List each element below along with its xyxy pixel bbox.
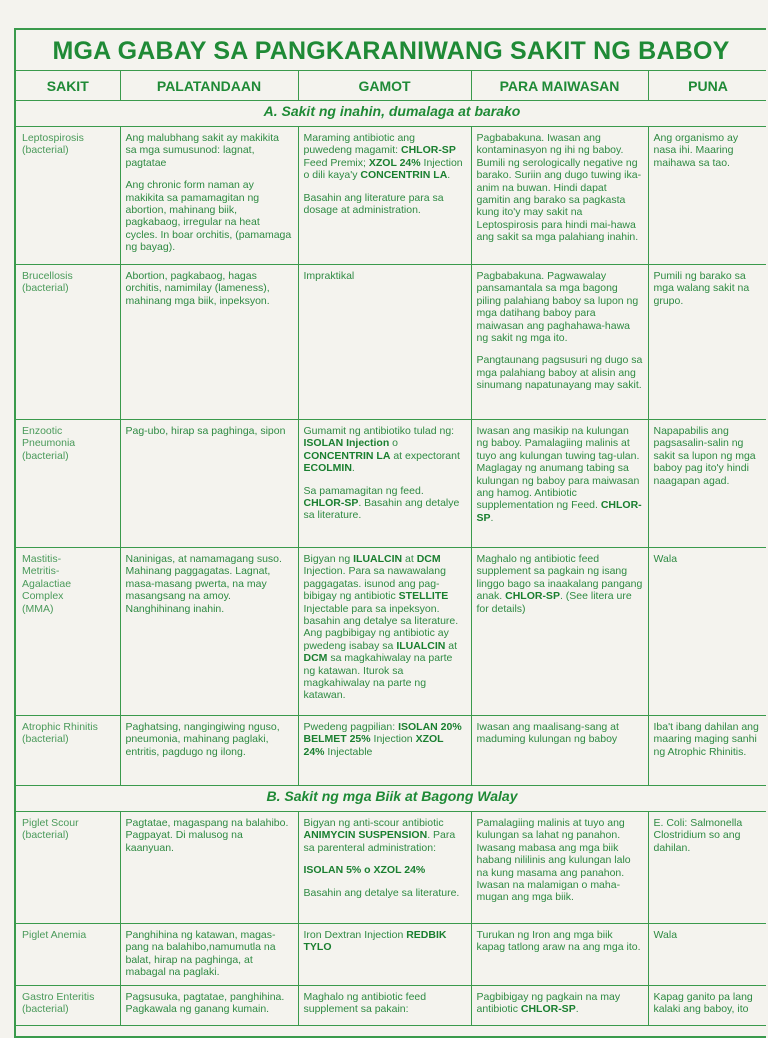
maiwasan-cell	[471, 265, 648, 420]
maiwasan-paragraph: Pagbabakuna. Iwasan ang kontaminasyon ng ihi ng baboy. Bumili ng serologically negative ng barako. Suriin ang dugo tuwing ika-anim na buwan. Hindi dapat gamitin ang barako sa pagkasta kung ito'y may sakit na Leptospirosis para hindi mai-hawa ang sakit sa mga palahiang inahin.	[476, 132, 642, 244]
gamot-cell	[298, 127, 471, 265]
palatandaan-paragraph: Ang chronic form naman ay makikita sa pamamagitan ng abortion, mahinang biik, pagkabaog, irregular na heat cycles. In boar orchitis, (pamamaga ng bayag).	[125, 179, 292, 254]
sakit-line: Mastitis-	[22, 553, 62, 565]
section-header-row	[16, 101, 766, 127]
puna-cell	[648, 812, 766, 924]
product-name: CHLOR-SP	[303, 497, 359, 510]
puna-cell	[648, 716, 766, 786]
gamot-paragraph	[304, 192, 466, 217]
product-name: CHLOR-SP	[476, 499, 642, 524]
text-run: Maraming antibiotic ang puwedeng magamit:	[303, 132, 415, 157]
disease-row	[16, 986, 766, 1026]
page-title: MGA GABAY SA PANGKARANIWANG SAKIT NG BABOY	[16, 30, 766, 71]
maiwasan-paragraph: Pangtaunang pagsusuri ng dugo sa mga palahiang baboy at alisin ang sinumang napatunayang may sakit.	[476, 354, 643, 392]
disease-row	[16, 812, 766, 924]
section-title: B. Sakit ng mga Biik at Bagong Walay	[16, 786, 766, 812]
gamot-cell	[298, 716, 471, 786]
sakit-line: Piglet Scour	[22, 817, 79, 829]
text-run: Iron Dextran Injection	[303, 929, 407, 941]
text-run: Injectable	[324, 745, 373, 758]
text-run: Feed Premix;	[303, 156, 369, 169]
product-name: STELLITE	[398, 590, 449, 603]
maiwasan-cell	[471, 548, 648, 716]
sakit-cell	[16, 265, 120, 420]
product-name: ISOLAN 20%	[398, 721, 462, 733]
text-run: .	[351, 462, 355, 475]
palatandaan-paragraph: Paghatsing, nangingiwing nguso, pneumonia, mahinang paglaki, entritis, pagdugo ng ilong.	[125, 721, 280, 758]
sakit-cell	[16, 548, 120, 716]
text-run: Maghalo ng antibiotic feed supplement sa pakain:	[303, 991, 427, 1016]
product-name: ANIMYCIN SUSPENSION	[303, 829, 428, 842]
text-run: o	[389, 437, 399, 450]
palatandaan-cell	[120, 812, 298, 924]
gamot-paragraph	[304, 721, 466, 758]
text-run: Iwasan ang masikip na kulungan ng baboy. Pamalagiing malinis at tuyo ang kulungan tuwing tag-ulan. Maglagay ng anumang tabing sa kulungan ng baboy para maiwasan ang hamog. Antibiotic supplementation ng Feed.	[476, 425, 640, 512]
disease-row	[16, 127, 766, 265]
text-run: Maghalo ng antibiotic feed supplement sa pagkain ng isang linggo bago sa inaakalang pangang anak.	[476, 553, 643, 603]
sakit-cell	[16, 986, 120, 1026]
gamot-paragraph	[304, 864, 466, 876]
puna-cell	[648, 127, 766, 265]
text-run: . (See litera ure for details)	[476, 590, 632, 615]
gamot-paragraph	[304, 485, 466, 522]
guide-page	[14, 28, 766, 1038]
sakit-line: Gastro Enteritis	[22, 991, 95, 1003]
palatandaan-paragraph: Pagtatae, magaspang na balahibo. Pagpayat. Di malusog na kaanyuan.	[125, 817, 289, 854]
palatandaan-cell	[120, 265, 298, 420]
text-run: .	[490, 511, 494, 524]
sakit-cell	[16, 420, 120, 548]
product-name: ISOLAN Injection	[303, 437, 390, 450]
header-para-maiwasan: PARA MAIWASAN	[471, 71, 648, 101]
sakit-line: (bacterial)	[22, 144, 69, 157]
gamot-cell	[298, 924, 471, 986]
text-run: Sa pamamagitan ng feed.	[303, 484, 424, 497]
product-name: REDBIK TYLO	[303, 929, 447, 954]
maiwasan-paragraph: Pamalagiing malinis at tuyo ang kulungan sa lahat ng panahon. Iwasang mabasa ang mga biik habang nililinis ang kulungan lalo na kung masama ang panahon. Iwasan na malamigan o maha-mugan ang mga biik.	[476, 817, 631, 904]
sakit-cell	[16, 924, 120, 986]
palatandaan-paragraph: Abortion, pagkabaog, hagas orchitis, namimilay (lameness), mahinang mga biik, inpeksyon.	[125, 270, 270, 307]
text-run: Injection. Para sa nawawalang paggagatas. isunod ang pag-bibigay ng antibiotic	[303, 565, 446, 603]
gamot-paragraph	[304, 553, 466, 702]
product-name: CHLOR-SP	[505, 590, 560, 603]
gamot-paragraph	[304, 991, 466, 1016]
puna-paragraph: Kapag ganito pa lang kalaki ang baboy, ito	[653, 991, 753, 1016]
sakit-line: Piglet Anemia	[22, 929, 87, 941]
palatandaan-paragraph: Pag-ubo, hirap sa paghinga, sipon	[125, 425, 286, 437]
palatandaan-paragraph: Pagsusuka, pagtatae, panghihina. Pagkawala ng ganang kumain.	[125, 991, 285, 1016]
sakit-line: Metritis-	[22, 565, 60, 578]
text-run: .	[447, 169, 451, 182]
maiwasan-cell	[471, 924, 648, 986]
gamot-cell	[298, 420, 471, 548]
product-name: ILUALCIN	[396, 639, 446, 652]
sakit-line: Complex	[22, 590, 64, 603]
product-name: XZOL 24%	[368, 156, 421, 169]
text-run: Basahin ang detalye sa literature.	[303, 886, 460, 899]
sakit-line: Leptospirosis	[22, 132, 84, 144]
puna-paragraph: Ang organismo ay nasa ihi. Maaring maihawa sa tao.	[653, 132, 739, 169]
gamot-paragraph	[304, 887, 466, 899]
text-run: at	[445, 639, 458, 652]
maiwasan-cell	[471, 127, 648, 265]
palatandaan-cell	[120, 924, 298, 986]
section-header-row	[16, 786, 766, 812]
product-name: DCM	[416, 553, 441, 565]
gamot-paragraph	[304, 817, 466, 854]
disease-row	[16, 265, 766, 420]
sakit-line: Brucellosis	[22, 270, 73, 282]
product-name: CHLOR-SP	[520, 1003, 576, 1016]
product-name: ILUALCIN	[353, 553, 403, 565]
sakit-line: Pneumonia	[22, 437, 76, 450]
maiwasan-paragraph: Turukan ng Iron ang mga biik kapag tatlong araw na ang mga ito.	[476, 929, 641, 954]
sakit-line: (bacterial)	[22, 829, 69, 842]
sakit-line: (bacterial)	[22, 282, 69, 295]
product-name: CONCENTRIN LA	[360, 169, 448, 182]
sakit-line: (MMA)	[22, 602, 54, 615]
sakit-line: Agalactiae	[22, 577, 72, 590]
text-run: . Para sa parenteral administration:	[303, 829, 456, 854]
disease-row	[16, 420, 766, 548]
puna-cell	[648, 986, 766, 1026]
text-run: Impraktikal	[303, 270, 355, 282]
sakit-line: (bacterial)	[22, 449, 69, 462]
sakit-line: (bacterial)	[22, 1003, 69, 1016]
palatandaan-cell	[120, 420, 298, 548]
text-run: Pagbibigay ng pagkain na may antibiotic	[476, 991, 621, 1016]
gamot-cell	[298, 548, 471, 716]
puna-cell	[648, 265, 766, 420]
palatandaan-cell	[120, 986, 298, 1026]
product-name: DCM	[303, 652, 328, 665]
puna-paragraph: Napapabilis ang pagsasalin-salin ng sakit sa lupon ng mga baboy pag ito'y hindi naagapan agad.	[653, 425, 756, 487]
puna-cell	[648, 924, 766, 986]
puna-paragraph: Pumili ng barako sa mga walang sakit na grupo.	[653, 270, 750, 307]
palatandaan-cell	[120, 127, 298, 265]
gamot-cell	[298, 812, 471, 924]
text-run: at expectorant	[390, 449, 460, 462]
disease-table	[16, 71, 766, 1026]
text-run: Bigyan ng anti-scour antibiotic	[303, 817, 444, 829]
gamot-cell	[298, 986, 471, 1026]
text-run: Pwedeng pagpilian:	[303, 721, 399, 733]
text-run: Gumamit ng antibiotiko tulad ng:	[303, 425, 455, 437]
text-run: Injectable para sa inpeksyon. basahin ang detalye sa literature. Ang pagbibigay ng antibiotic ay pwedeng isabay sa	[303, 602, 459, 652]
disease-row	[16, 716, 766, 786]
text-run: at	[402, 553, 417, 565]
header-palatandaan: PALATANDAAN	[120, 71, 298, 101]
maiwasan-cell	[471, 812, 648, 924]
text-run: . Basahin ang detalye sa literature.	[303, 497, 460, 522]
maiwasan-paragraph: Iwasan ang maalisang-sang at maduming kulungan ng baboy	[476, 721, 619, 746]
sakit-line: (bacterial)	[22, 733, 69, 746]
maiwasan-cell	[471, 716, 648, 786]
maiwasan-paragraph	[477, 553, 643, 615]
header-puna: PUNA	[648, 71, 766, 101]
puna-paragraph: Iba't ibang dahilan ang maaring maging sanhi ng Atrophic Rhinitis.	[653, 721, 759, 758]
disease-row	[16, 548, 766, 716]
gamot-paragraph	[304, 132, 466, 182]
product-name: CONCENTRIN LA	[303, 449, 391, 462]
text-run: Bigyan ng	[303, 553, 354, 565]
puna-paragraph: E. Coli: Salmonella Clostridium so ang dahilan.	[653, 817, 743, 854]
puna-cell	[648, 548, 766, 716]
puna-paragraph: Wala	[653, 929, 678, 941]
product-name: XZOL 24%	[303, 733, 444, 758]
header-gamot: GAMOT	[298, 71, 471, 101]
gamot-cell	[298, 265, 471, 420]
header-sakit: SAKIT	[16, 71, 120, 101]
maiwasan-paragraph	[477, 991, 643, 1016]
header-row	[16, 71, 766, 101]
product-name: ECOLMIN	[303, 462, 352, 475]
sakit-cell	[16, 127, 120, 265]
sakit-line: Atrophic Rhinitis	[22, 721, 98, 733]
text-run: Injection	[370, 733, 416, 746]
maiwasan-cell	[471, 986, 648, 1026]
sakit-line: Enzootic	[22, 425, 63, 437]
product-name: ISOLAN 5% o XZOL 24%	[303, 864, 426, 877]
disease-row	[16, 924, 766, 986]
text-run: Basahin ang literature para sa dosage at administration.	[303, 191, 444, 217]
text-run: .	[575, 1003, 579, 1016]
product-name: BELMET 25%	[303, 733, 371, 746]
palatandaan-cell	[120, 548, 298, 716]
maiwasan-paragraph	[477, 425, 643, 524]
gamot-paragraph	[304, 929, 466, 954]
puna-paragraph: Wala	[653, 553, 678, 565]
section-title: A. Sakit ng inahin, dumalaga at barako	[16, 101, 766, 127]
palatandaan-cell	[120, 716, 298, 786]
sakit-cell	[16, 812, 120, 924]
palatandaan-paragraph: Panghihina ng katawan, magas-pang na balahibo,namumutla na balat, hirap na paghinga, at mabagal na paglaki.	[125, 929, 276, 979]
gamot-paragraph	[304, 425, 466, 475]
product-name: CHLOR-SP	[400, 144, 456, 157]
gamot-paragraph	[304, 270, 466, 282]
palatandaan-paragraph: Naninigas, at namamagang suso. Mahinang paggagatas. Lagnat, masa-masang pwerta, na may masangsang na amoy. Nanghihinang inahin.	[125, 553, 282, 615]
maiwasan-paragraph: Pagbabakuna. Pagwawalay pansamantala sa mga bagong piling palahiang baboy sa lupon ng mga datihang baboy para maiwasan ang paghahawa-hawa ng sakit ng mga ito.	[476, 270, 639, 345]
sakit-cell	[16, 716, 120, 786]
palatandaan-paragraph: Ang malubhang sakit ay makikita sa mga sumusunod: lagnat, pagtatae	[125, 132, 279, 169]
text-run: Injection o dili kaya'y	[303, 156, 463, 182]
maiwasan-cell	[471, 420, 648, 548]
puna-cell	[648, 420, 766, 548]
text-run: sa magkahiwalay na parte ng katawan. Iturok sa magkahiwalay na parte ng katawan.	[303, 652, 453, 702]
